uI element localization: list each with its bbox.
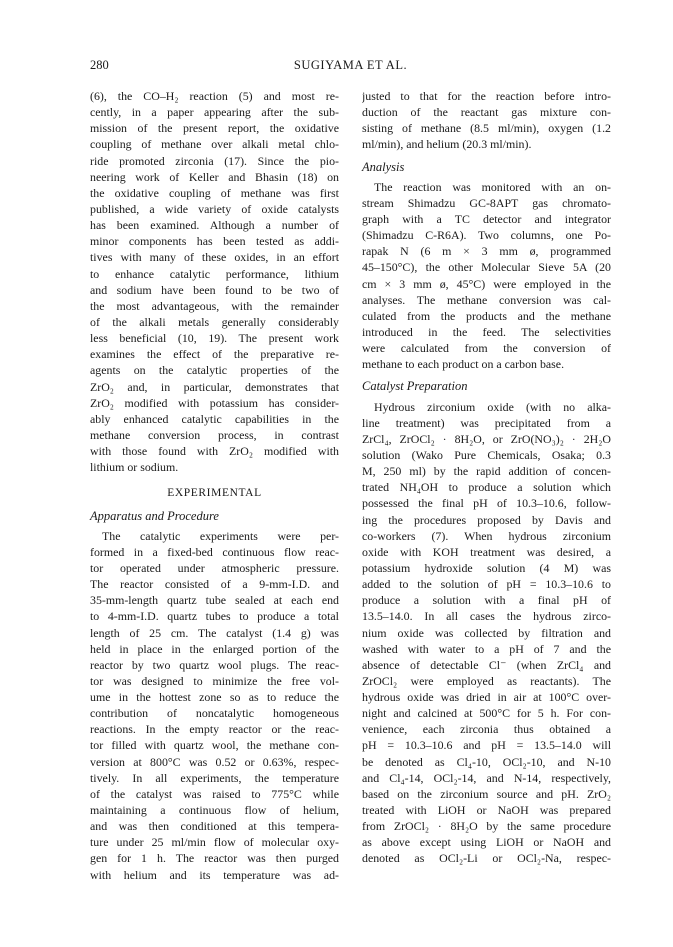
text-line: rapak N (6 m × 3 mm ø, programmed <box>362 244 611 259</box>
text-line: examines the effect of the preparative re- <box>90 347 339 362</box>
text-line: tively. In all experiments, the temperature <box>90 770 339 785</box>
text-line: Hydrous zirconium oxide (with no alka- <box>374 399 611 414</box>
text-line: ture under 25 ml/min flow of molecular oxy- <box>90 835 339 850</box>
text-line: minor components has been tested as addi- <box>90 234 339 249</box>
text-line: published, a wide variety of oxide catalysts <box>90 201 339 216</box>
right-column <box>362 88 611 883</box>
text-line: ing the procedures proposed by Davis and <box>362 512 611 527</box>
text-line: ml/min), and helium (20.3 ml/min). <box>362 137 532 152</box>
text-line: ably enhanced catalytic capabilities in the <box>90 411 339 426</box>
text-line: 35-mm-length quartz tube sealed at each end <box>90 593 339 608</box>
text-line: produce a solution with a final pH of <box>362 593 611 608</box>
text-line: nium oxide was collected by filtration and <box>362 625 611 640</box>
text-line: (6), the CO–H₂ reaction (5) and most re- <box>90 89 339 103</box>
text-line: as above except using LiOH or NaOH and <box>362 835 611 850</box>
text-line: neering work of Keller and Bhasin (18) on <box>90 169 339 184</box>
text-line: potassium hydroxide solution (4 M) was <box>362 560 611 575</box>
text-line: maintaining a continuous flow of helium, <box>90 803 339 818</box>
text-line: hydrous oxide was dried in air at 100°C over- <box>362 690 611 705</box>
text-line: pH = 10.3–10.6 and pH = 13.5–14.0 will <box>362 738 611 753</box>
page-header <box>90 58 611 76</box>
text-line: night and calcined at 500°C for 5 h. For con- <box>362 706 611 721</box>
text-line: solution (Wako Pure Chemicals, Osaka; 0.3 <box>362 447 611 462</box>
text-line: introduced in the feed. The selectivities <box>362 324 611 339</box>
text-line: added to the solution of pH = 10.3–10.6 to <box>362 577 611 592</box>
text-line: The reaction was monitored with an on- <box>374 179 611 194</box>
text-line: ume in the hottest zone so as to reduce the <box>90 690 339 705</box>
text-line: to 4-mm-I.D. quartz tubes to produce a total <box>90 609 339 624</box>
text-line: length of 25 cm. The catalyst (1.4 g) was <box>90 625 339 640</box>
text-line: denoted as OCl₂-Li or OCl₂-Na, respec- <box>362 851 611 866</box>
text-line: were calculated from the conversion of <box>362 341 611 356</box>
text-line: ZrCl₄, ZrOCl₂ · 8H₂O, or ZrO(NO₃)₂ · 2H₂O <box>362 431 611 446</box>
text-line: possessed the final pH of 10.3–10.6, follow- <box>362 496 611 511</box>
text-line: formed in a fixed-bed continuous flow reac- <box>90 544 339 559</box>
text-line: (Shimadzu C-R6A). Two columns, one Po- <box>362 228 611 243</box>
text-line: of the alkali metals generally considerably <box>90 314 339 329</box>
text-line: analyses. The methane conversion was cal- <box>362 292 611 307</box>
text-line: ZrO₂ and, in particular, demonstrates that <box>90 379 339 394</box>
subsection-heading: Analysis <box>362 159 405 174</box>
text-line: the oxidative coupling of methane was first <box>90 185 339 200</box>
text-line: cently, in a paper appearing after the sub- <box>90 105 339 120</box>
text-line: reactions. In the empty reactor or the reac- <box>90 722 339 737</box>
text-line: based on the zirconium source and pH. ZrO₂ <box>362 786 611 801</box>
text-line: 45–150°C), the other Molecular Sieve 5A (20 <box>362 260 611 275</box>
text-line: justed to that for the reaction before intro- <box>362 89 611 103</box>
text-line: version at 800°C was 0.52 or 0.63%, respec- <box>90 754 339 769</box>
text-line: ZrO₂ modified with potassium has consider- <box>90 395 339 410</box>
text-line: tor operated under atmospheric pressure. <box>90 560 339 575</box>
text-line: co-workers (7). When hydrous zirconium <box>362 528 611 543</box>
text-line: tor was designed to minimize the free vol- <box>90 673 339 688</box>
text-line: with those found with ZrO₂ modified with <box>90 444 339 459</box>
text-line: The reactor consisted of a 9-mm-I.D. and <box>90 577 339 592</box>
text-line: line treatment) was precipitated from a <box>362 415 611 430</box>
text-line: coupling of methane over alkali metal chlo- <box>90 137 339 152</box>
text-line: sisting of methane (8.5 ml/min), oxygen (1.2 <box>362 121 611 136</box>
text-line: tives with many of these oxides, in an effort <box>90 250 339 265</box>
text-line: trated NH₄OH to produce a solution which <box>362 480 611 495</box>
text-line: treated with LiOH or NaOH was prepared <box>362 803 611 818</box>
text-line: less beneficial (10, 19). The present work <box>90 331 339 346</box>
text-line: duction of the reactant gas mixture con- <box>362 105 611 120</box>
text-line: tor filled with quartz wool, the methane con- <box>90 738 339 753</box>
text-line: and was then conditioned at this tempera- <box>90 819 339 834</box>
text-line: washed with water to a pH of 7 and the <box>362 641 611 656</box>
subsection-heading: Catalyst Preparation <box>362 379 468 394</box>
text-line: of the catalyst was raised to 775°C while <box>90 786 339 801</box>
subsection-heading: Apparatus and Procedure <box>90 508 219 523</box>
text-line: oxide with KOH treatment was desired, a <box>362 544 611 559</box>
page-number: 280 <box>90 58 109 72</box>
text-line: the most advantageous, with the remainder <box>90 298 339 313</box>
running-head: SUGIYAMA ET AL. <box>293 58 408 72</box>
text-line: venience, each zirconia thus obtained a <box>362 722 611 737</box>
body-columns <box>90 88 611 883</box>
text-line: M, 250 ml) by the rapid addition of concen- <box>362 464 611 479</box>
text-line: lithium or sodium. <box>90 460 179 475</box>
text-line: The catalytic experiments were per- <box>102 528 339 543</box>
text-line: ZrOCl₂ were employed as reactants). The <box>362 673 611 688</box>
text-line: absence of detectable Cl⁻ (when ZrCl₄ and <box>362 657 611 672</box>
text-line: cm × 3 mm ø, 45°C) were employed in the <box>362 276 611 291</box>
text-line: gen for 1 h. The reactor was then purged <box>90 851 339 866</box>
text-line: has been examined. Although a number of <box>90 218 339 233</box>
text-line: to enhance catalytic performance, lithium <box>90 266 339 281</box>
section-heading: EXPERIMENTAL <box>167 487 262 500</box>
text-line: and sodium have been found to be two of <box>90 282 339 297</box>
text-line: held in place in the enlarged portion of the <box>90 641 339 656</box>
text-line: be denoted as Cl₄-10, OCl₂-10, and N-10 <box>362 754 611 769</box>
text-line: mission of the present report, the oxidative <box>90 121 339 136</box>
text-line: with helium and its temperature was ad- <box>90 867 339 882</box>
text-line: ride promoted zirconia (17). Since the pio- <box>90 153 339 168</box>
text-line: agents on the catalytic properties of the <box>90 363 339 378</box>
text-line: methane conversion process, in contrast <box>90 427 339 442</box>
text-line: graph with a TC detector and integrator <box>362 211 611 226</box>
text-line: from ZrOCl₂ · 8H₂O by the same procedure <box>362 819 611 834</box>
left-column <box>90 88 339 883</box>
text-line: culated from the products and the methane <box>362 308 611 323</box>
text-line: methane to each product on a carbon base. <box>362 357 565 372</box>
text-line: 13.5–14.0. In all cases the hydrous zirco- <box>362 609 611 624</box>
text-line: stream Shimadzu GC-8APT gas chromato- <box>362 195 611 210</box>
text-line: and Cl₄-14, OCl₂-14, and N-14, respectively, <box>362 770 611 785</box>
text-line: reactor by two quartz wool plugs. The reac- <box>90 657 339 672</box>
text-line: contribution of noncatalytic homogeneous <box>90 706 339 721</box>
